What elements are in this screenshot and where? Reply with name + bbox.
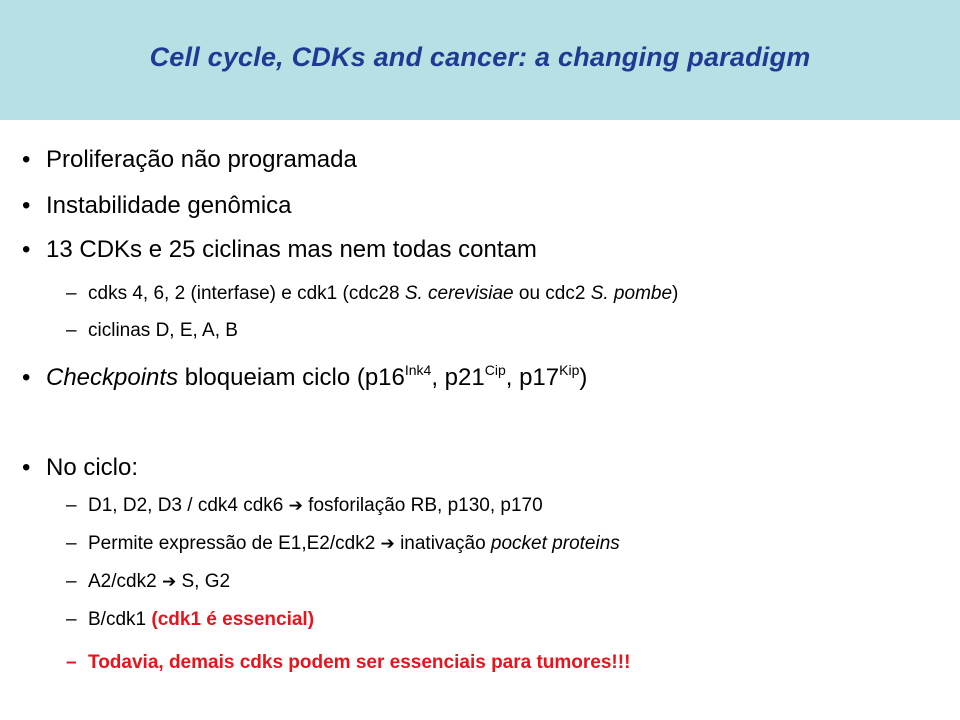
dash-marker: – [66, 571, 77, 592]
sub-text: inativação [394, 533, 491, 554]
species-name: S. pombe [590, 283, 673, 304]
bullet-marker: • [22, 454, 31, 481]
sub-text: B/cdk1 [88, 609, 152, 630]
dash-marker: – [66, 320, 77, 341]
arrow-right-icon: ➔ [161, 572, 177, 592]
sub-item-cdks-list [66, 282, 678, 306]
sub-item-todavia [66, 651, 630, 675]
sub-text: ) [672, 283, 679, 304]
dash-marker: – [66, 283, 77, 304]
arrow-right-icon: ➔ [380, 534, 395, 554]
sub-item-e-cyclins [66, 532, 620, 556]
highlight-text: Todavia, demais cdks podem ser essenciais para tumores!!! [88, 652, 631, 673]
sub-item-a2-cdk2 [66, 570, 230, 594]
sub-text: A2/cdk2 [88, 571, 162, 592]
bullet-text: , p17 [505, 364, 560, 391]
bullet-marker: • [22, 146, 31, 173]
bullet-text: No ciclo: [46, 454, 139, 481]
sub-item-b-cdk1 [66, 608, 314, 632]
bullet-marker: • [22, 236, 31, 263]
sub-item-ciclinas [66, 319, 238, 343]
dash-marker: – [66, 609, 77, 630]
sub-item-d-cyclins [66, 494, 543, 518]
bullet-marker: • [22, 364, 31, 391]
bullet-item-cdks [22, 236, 537, 264]
species-name: S. cerevisiae [404, 283, 514, 304]
sub-text: D1, D2, D3 / cdk4 cdk6 [88, 495, 289, 516]
bullet-text: Proliferação não programada [46, 146, 357, 173]
sub-text: fosforilação RB, p130, p170 [302, 495, 543, 516]
dash-marker: – [66, 652, 77, 673]
arrow-right-icon: ➔ [288, 496, 303, 516]
superscript-cip: Cip [484, 362, 506, 378]
sub-text: cdks 4, 6, 2 (interfase) e cdk1 (cdc28 [88, 283, 405, 304]
sub-text: ciclinas D, E, A, B [88, 320, 238, 341]
sub-text: S, G2 [176, 571, 231, 592]
highlight-text: (cdk1 é essencial) [151, 609, 315, 630]
dash-marker: – [66, 533, 77, 554]
bullet-item-no-ciclo [22, 454, 138, 482]
sub-text: ou cdc2 [513, 283, 591, 304]
dash-marker: – [66, 495, 77, 516]
bullet-text: Instabilidade genômica [46, 192, 292, 219]
bullet-item-checkpoints [22, 364, 587, 392]
superscript-ink4: Ink4 [404, 362, 432, 378]
bullet-text: 13 CDKs e 25 ciclinas mas nem todas contam [46, 236, 537, 263]
bullet-marker: • [22, 192, 31, 219]
bullet-text: bloqueiam ciclo (p16 [178, 364, 405, 391]
pocket-proteins-term: pocket proteins [490, 533, 620, 554]
sub-text: Permite expressão de E1,E2/cdk2 [88, 533, 381, 554]
bullet-text: , p21 [431, 364, 485, 391]
bullet-item-instabilidade [22, 192, 292, 220]
bullet-item-proliferacao [22, 146, 357, 174]
superscript-kip: Kip [559, 362, 580, 378]
bullet-text: ) [579, 364, 588, 391]
checkpoints-term: Checkpoints [46, 364, 179, 391]
slide-title: Cell cycle, CDKs and cancer: a changing paradigm [149, 42, 811, 72]
